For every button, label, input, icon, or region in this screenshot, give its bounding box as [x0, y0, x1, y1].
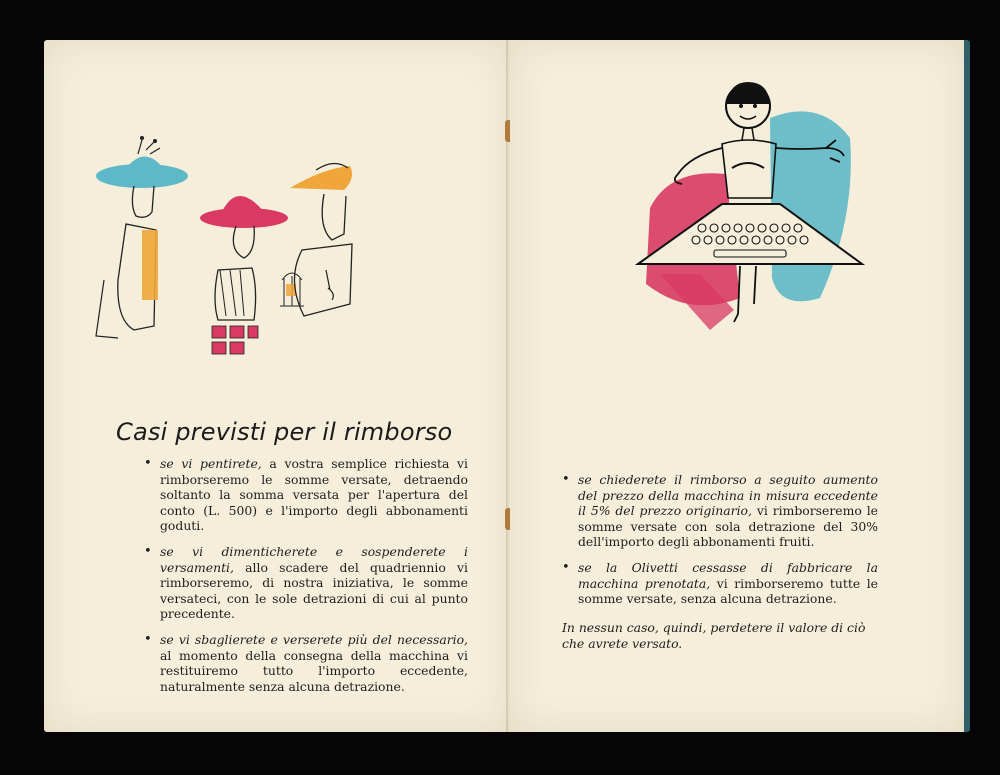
right-page — [510, 40, 970, 732]
case-text: a vostra semplice richiesta vi rimborseremo le somme versate, detraendo soltanto la somma versata per l'apertura del conto (L. 500) e l'importo degli abbonamenti goduti. — [160, 456, 468, 534]
case-text: vi rimborseremo tutte le somme versate, senza alcuna detrazione. — [578, 575, 878, 607]
case-text: al momento della consegna della macchina vi restituiremo tutto l'importo eccedente, naturalmente senza alcuna detrazione. — [160, 647, 468, 694]
case-text: allo scadere del quadriennio vi rimborseremo, di nostra iniziativa, le somme versateci, con le sole detrazioni di cui al punto precedente. — [160, 559, 468, 622]
open-booklet — [44, 40, 970, 732]
case-lead: se la Olivetti cessasse di fabbricare la macchina prenotata, — [578, 559, 878, 591]
case-lead: se vi sbaglierete e verserete più del necessario, — [160, 631, 468, 647]
closing-statement: In nessun caso, quindi, perdetere il valore di ciò che avrete versato. — [562, 620, 866, 651]
refund-cases-list — [144, 456, 468, 704]
case-lead: se vi pentirete, — [160, 456, 262, 471]
list-item — [144, 456, 468, 534]
typewriter-lady-illustration — [630, 78, 870, 338]
case-lead: se vi dimenticherete e sospenderete i versamenti, — [160, 543, 468, 575]
three-figures-illustration — [94, 120, 354, 360]
list-item — [144, 544, 468, 622]
refund-cases-list-continued — [562, 472, 878, 617]
page-title: Casi previsti per il rimborso — [116, 418, 453, 446]
case-text: vi rimborseremo le somme versate con sola detrazione del 30% dell'importo degli abbonamenti fruiti. — [578, 503, 878, 550]
left-page — [44, 40, 510, 732]
list-item — [562, 472, 878, 550]
case-lead: se chiederete il rimborso a seguito aumento del prezzo della macchina in misura eccedente il 5% del prezzo originario, — [578, 472, 878, 519]
list-item — [562, 560, 878, 607]
list-item — [144, 632, 468, 694]
